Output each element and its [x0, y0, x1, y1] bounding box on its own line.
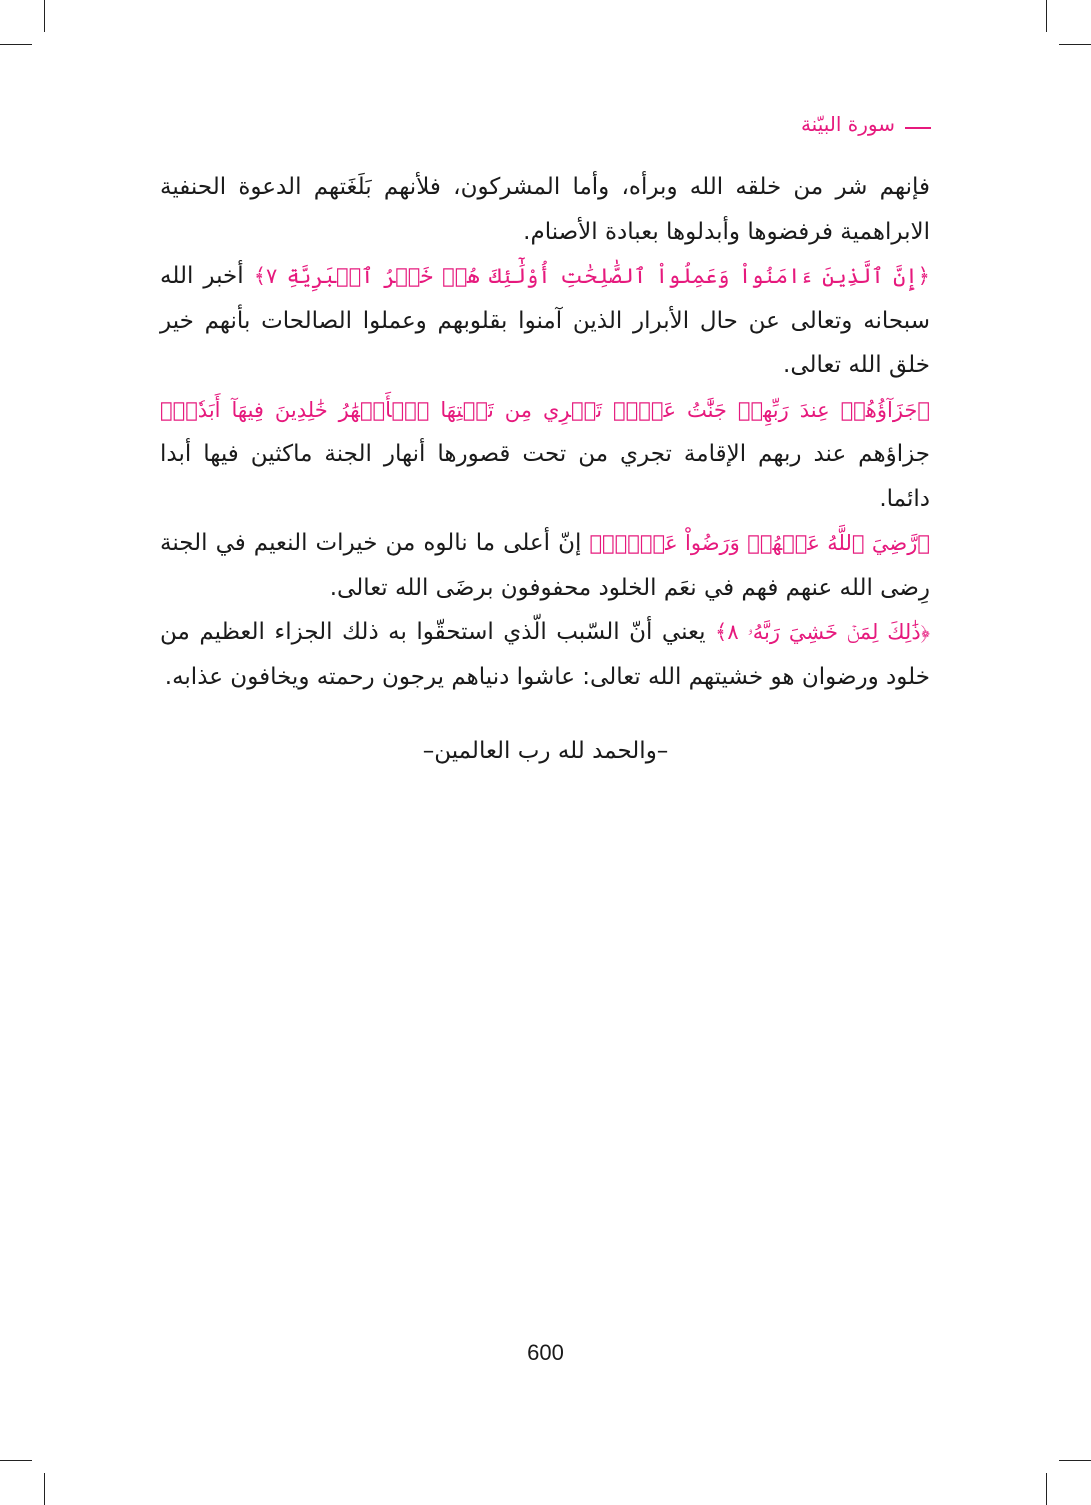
commentary: إنّ أعلى ما نالوه من خيرات النعيم في الجنة رِضى الله عنهم فهم في نعَم الخلود محفوفون برضَى الله تعالى.	[160, 530, 930, 601]
paragraph	[160, 521, 930, 610]
crop-mark	[1046, 1473, 1047, 1505]
paragraph	[160, 254, 930, 388]
crop-mark	[44, 1473, 45, 1505]
paragraph	[160, 165, 930, 254]
header-dash	[905, 127, 931, 129]
crop-mark	[0, 1460, 32, 1461]
page-body	[160, 165, 930, 699]
crop-mark	[0, 44, 32, 45]
quran-verse: ﴿إِنَّ ٱلَّذِينَ ءَامَنُواْ وَعَمِلُواْ ٱلصَّٰلِحَٰتِ أُوْلَٰٓئِكَ هُمۡ خَيۡرُ ٱلۡبَرِيَّةِ ٧﴾	[253, 264, 930, 288]
running-header	[801, 112, 931, 136]
crop-mark	[44, 0, 45, 32]
page-number: 600	[527, 1340, 564, 1365]
quran-verse: ﴿رَّضِيَ ٱللَّهُ عَنۡهُمۡ وَرَضُواْ عَنۡهُۚ﴾	[589, 531, 930, 555]
closing-line: –والحمد لله رب العالمين–	[422, 738, 669, 764]
commentary: فإنهم شر من خلقه الله وبرأه، وأما المشركون، فلأنهم بَلَغَتهم الدعوة الحنفية الابراهمية فرفضوها وأبدلوها بعبادة الأصنام.	[160, 174, 930, 245]
quran-verse: ﴿ذَٰلِكَ لِمَنۡ خَشِيَ رَبَّهُۥ ٨﴾	[715, 620, 930, 644]
crop-mark	[1059, 1460, 1091, 1461]
paragraph	[160, 610, 930, 699]
paragraph	[160, 388, 930, 522]
crop-mark	[1046, 0, 1047, 32]
commentary: أخبر الله سبحانه وتعالى عن حال الأبرار الذين آمنوا بقلوبهم وعملوا الصالحات بأنهم خير خلق الله تعالى.	[160, 263, 930, 378]
commentary: جزاؤهم عند ربهم الإقامة تجري من تحت قصورها أنهار الجنة ماكثين فيها أبدا دائما.	[160, 441, 930, 512]
quran-verse: ﴿جَزَآؤُهُمۡ عِندَ رَبِّهِمۡ جَنَّٰتُ عَدۡنٖ تَجۡرِي مِن تَحۡتِهَا ٱلۡأَنۡهَٰرُ خَٰلِدِينَ فِيهَآ أَبَدٗاۖ﴾	[160, 397, 930, 422]
crop-mark	[1059, 44, 1091, 45]
surah-title: سورة البيّنة	[800, 112, 895, 136]
commentary: يعني أنّ السّبب الّذي استحقّوا به ذلك الجزاء العظيم من خلود ورضوان هو خشيتهم الله تعالى: عاشوا دنياهم يرجون رحمته ويخافون عذابه.	[160, 619, 930, 690]
